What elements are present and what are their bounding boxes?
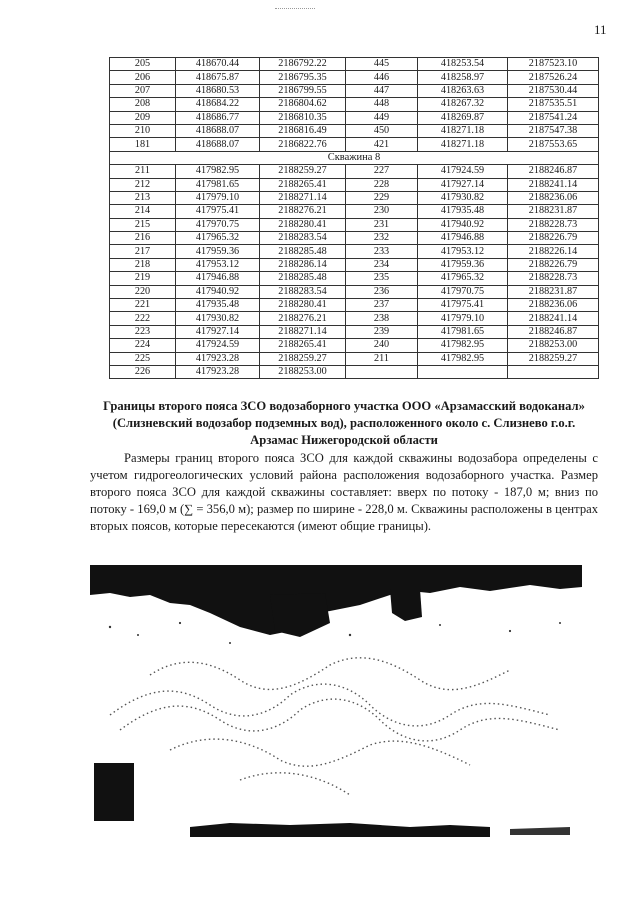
table-cell: 217: [110, 245, 176, 258]
table-cell: 2187541.24: [508, 111, 599, 124]
table-row: [110, 191, 599, 204]
table-cell: 2188271.14: [260, 191, 346, 204]
table-cell: 2187547.38: [508, 124, 599, 137]
table-cell: 450: [346, 124, 418, 137]
section-label: Скважина 8: [110, 151, 599, 164]
table-cell: 2188228.73: [508, 272, 599, 285]
table-cell: 417953.12: [418, 245, 508, 258]
table-row: [110, 232, 599, 245]
description-paragraph: Размеры границ второго пояса ЗСО для каждой скважины водозабора определены с учетом гидрогеологических условий района расположения водозаборного участка. Размер второго пояса ЗСО для каждой скважины составляет: вверх по потоку - 187,0 м; вниз по потоку - 169,0 м (∑ = 356,0 м); размер по ширине - 228,0 м. Скважины расположены в центрах вторых поясов, которые пересекаются (имеют общие границы).: [90, 451, 598, 533]
table-cell: 2188236.06: [508, 299, 599, 312]
table-cell: 205: [110, 58, 176, 71]
table-cell: 446: [346, 71, 418, 84]
table-cell: 227: [346, 165, 418, 178]
table-cell: 418675.87: [176, 71, 260, 84]
table-cell: 235: [346, 272, 418, 285]
table-cell: 2187530.44: [508, 84, 599, 97]
table-body-bottom: [110, 165, 599, 379]
table-cell: 230: [346, 205, 418, 218]
table-cell: 215: [110, 218, 176, 231]
table-cell: 418263.63: [418, 84, 508, 97]
table-row: [110, 245, 599, 258]
table-cell: 2188283.54: [260, 232, 346, 245]
table-cell: 2188231.87: [508, 285, 599, 298]
table-cell: 417981.65: [418, 325, 508, 338]
table-cell: 2188285.48: [260, 245, 346, 258]
table-cell: 2186816.49: [260, 124, 346, 137]
page-number: 11: [594, 22, 607, 37]
table-cell: 2188283.54: [260, 285, 346, 298]
table-cell: 417959.36: [176, 245, 260, 258]
table-cell: 212: [110, 178, 176, 191]
table-row: [110, 325, 599, 338]
table-cell: 2188259.27: [508, 352, 599, 365]
table-cell: 2187526.24: [508, 71, 599, 84]
table-cell: 2188286.14: [260, 258, 346, 271]
table-cell: 216: [110, 232, 176, 245]
table-row: [110, 165, 599, 178]
table-cell: 2188226.14: [508, 245, 599, 258]
table-row: [110, 299, 599, 312]
table-row: [110, 272, 599, 285]
table-cell: 2186822.76: [260, 138, 346, 151]
scan-artifact: [275, 0, 315, 9]
table-cell: 417927.14: [418, 178, 508, 191]
table-cell: 418680.53: [176, 84, 260, 97]
table-cell: 418267.32: [418, 98, 508, 111]
table-cell: 2188259.27: [260, 165, 346, 178]
table-cell: 2186810.35: [260, 111, 346, 124]
table-cell: 418271.18: [418, 138, 508, 151]
table-cell: 211: [110, 165, 176, 178]
table-row: [110, 178, 599, 191]
table-cell: 2186804.62: [260, 98, 346, 111]
table-row: [110, 258, 599, 271]
table-cell: 2188228.73: [508, 218, 599, 231]
table-body-top: [110, 58, 599, 152]
table-cell: 417982.95: [418, 352, 508, 365]
table-cell: 221: [110, 299, 176, 312]
table-cell: 417965.32: [176, 232, 260, 245]
table-cell: 2188241.14: [508, 178, 599, 191]
table-cell: 417979.10: [176, 191, 260, 204]
table-cell: 417935.48: [418, 205, 508, 218]
table-cell: 208: [110, 98, 176, 111]
table-cell: 2188265.41: [260, 178, 346, 191]
table-cell: 445: [346, 58, 418, 71]
table-cell: 238: [346, 312, 418, 325]
table-row: [110, 58, 599, 71]
table-row: [110, 365, 599, 378]
table-cell: 2188236.06: [508, 191, 599, 204]
table-cell: 417970.75: [418, 285, 508, 298]
table-cell: 239: [346, 325, 418, 338]
table-cell: 220: [110, 285, 176, 298]
table-cell: 2188241.14: [508, 312, 599, 325]
table-cell: 417982.95: [418, 339, 508, 352]
table-row: [110, 339, 599, 352]
table-row: [110, 98, 599, 111]
table-cell: 2188253.00: [508, 339, 599, 352]
table-cell: 207: [110, 84, 176, 97]
table-cell: 417927.14: [176, 325, 260, 338]
table-cell: 223: [110, 325, 176, 338]
table-cell: [346, 365, 418, 378]
table-cell: 417923.28: [176, 352, 260, 365]
table-cell: 211: [346, 352, 418, 365]
table-cell: 417970.75: [176, 218, 260, 231]
table-cell: 418688.07: [176, 138, 260, 151]
table-cell: 2188276.21: [260, 312, 346, 325]
table-cell: 2188226.79: [508, 258, 599, 271]
table-cell: 417975.41: [176, 205, 260, 218]
table-cell: 206: [110, 71, 176, 84]
table-cell: 232: [346, 232, 418, 245]
table-row: [110, 124, 599, 137]
table-cell: 417923.28: [176, 365, 260, 378]
table-cell: 224: [110, 339, 176, 352]
table-cell: 240: [346, 339, 418, 352]
table-cell: 218: [110, 258, 176, 271]
section-heading: Границы второго пояса ЗСО водозаборного участка ООО «Арзамасский водоканал» (Слизневский водозабор подземных вод), расположенного около с. Слизнево г.о.г. Арзамас Нижегородской области: [103, 399, 585, 447]
table-cell: 2187523.10: [508, 58, 599, 71]
table-cell: 2188246.87: [508, 165, 599, 178]
table-cell: 2188226.79: [508, 232, 599, 245]
table-cell: 418258.97: [418, 71, 508, 84]
table-row: [110, 111, 599, 124]
table-cell: 2186795.35: [260, 71, 346, 84]
table-cell: 2188271.14: [260, 325, 346, 338]
table-cell: 2188246.87: [508, 325, 599, 338]
table-cell: 2188265.41: [260, 339, 346, 352]
table-cell: [508, 365, 599, 378]
table-cell: 229: [346, 191, 418, 204]
table-cell: 2188231.87: [508, 205, 599, 218]
table-cell: 417959.36: [418, 258, 508, 271]
zso-boundary-map: [90, 565, 582, 840]
table-cell: [418, 365, 508, 378]
table-row: [110, 312, 599, 325]
table-cell: 2187535.51: [508, 98, 599, 111]
table-cell: 418271.18: [418, 124, 508, 137]
table-cell: 226: [110, 365, 176, 378]
table-cell: 2186799.55: [260, 84, 346, 97]
table-cell: 2188280.41: [260, 218, 346, 231]
table-cell: 417965.32: [418, 272, 508, 285]
table-cell: 209: [110, 111, 176, 124]
table-cell: 418269.87: [418, 111, 508, 124]
table-row: [110, 205, 599, 218]
table-cell: 231: [346, 218, 418, 231]
table-cell: 181: [110, 138, 176, 151]
table-cell: 214: [110, 205, 176, 218]
table-cell: 2187553.65: [508, 138, 599, 151]
table-row: [110, 352, 599, 365]
table-cell: 225: [110, 352, 176, 365]
table-cell: 418688.07: [176, 124, 260, 137]
table-row: [110, 218, 599, 231]
table-cell: 417981.65: [176, 178, 260, 191]
table-cell: 236: [346, 285, 418, 298]
table-cell: 418684.22: [176, 98, 260, 111]
table-cell: 418670.44: [176, 58, 260, 71]
table-cell: 2188253.00: [260, 365, 346, 378]
table-cell: 417940.92: [176, 285, 260, 298]
table-cell: 417924.59: [176, 339, 260, 352]
table-cell: 417982.95: [176, 165, 260, 178]
table-cell: 417930.82: [418, 191, 508, 204]
table-cell: 2188259.27: [260, 352, 346, 365]
table-cell: 417924.59: [418, 165, 508, 178]
table-cell: 447: [346, 84, 418, 97]
table-cell: 417979.10: [418, 312, 508, 325]
table-cell: 2188276.21: [260, 205, 346, 218]
table-row: [110, 71, 599, 84]
table-cell: 417975.41: [418, 299, 508, 312]
table-cell: 418686.77: [176, 111, 260, 124]
map-dark-region-bottom-left: [94, 763, 134, 821]
table-cell: 233: [346, 245, 418, 258]
table-cell: 213: [110, 191, 176, 204]
table-cell: 228: [346, 178, 418, 191]
table-cell: 417935.48: [176, 299, 260, 312]
table-cell: 417930.82: [176, 312, 260, 325]
table-cell: 2188280.41: [260, 299, 346, 312]
table-cell: 2186792.22: [260, 58, 346, 71]
table-row: [110, 84, 599, 97]
table-cell: 417940.92: [418, 218, 508, 231]
table-cell: 417946.88: [176, 272, 260, 285]
table-cell: 210: [110, 124, 176, 137]
table-cell: 237: [346, 299, 418, 312]
table-cell: 417953.12: [176, 258, 260, 271]
table-row: [110, 138, 599, 151]
table-cell: 449: [346, 111, 418, 124]
table-cell: 448: [346, 98, 418, 111]
table-cell: 417946.88: [418, 232, 508, 245]
table-row: [110, 285, 599, 298]
coordinates-table: [109, 57, 599, 379]
section-row: [110, 151, 599, 164]
table-cell: 222: [110, 312, 176, 325]
table-cell: 421: [346, 138, 418, 151]
table-cell: 2188285.48: [260, 272, 346, 285]
table-cell: 418253.54: [418, 58, 508, 71]
table-cell: 234: [346, 258, 418, 271]
table-cell: 219: [110, 272, 176, 285]
